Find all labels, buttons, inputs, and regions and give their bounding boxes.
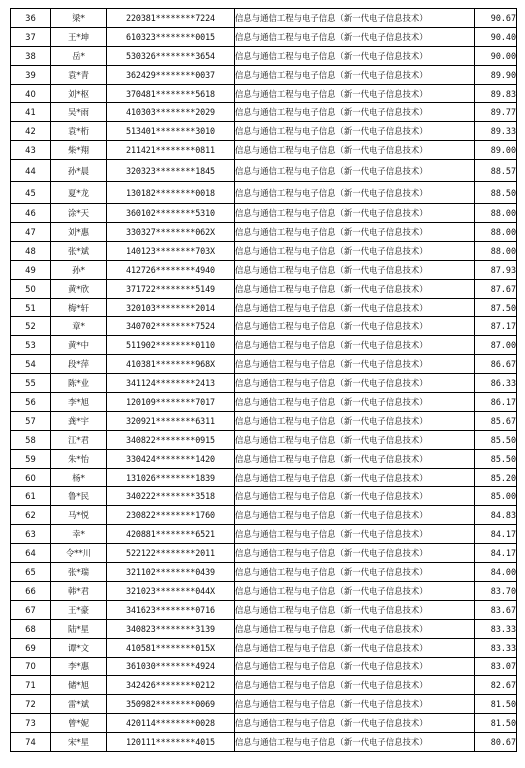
table-row	[11, 619, 517, 638]
student-name: 储*旭	[51, 676, 107, 695]
score-value: 85.20	[475, 468, 517, 487]
table-row	[11, 581, 517, 600]
major-name: 信息与通信工程与电子信息（新一代电子信息技术）	[235, 638, 475, 657]
row-index: 74	[11, 733, 51, 752]
score-value: 84.83	[475, 506, 517, 525]
row-index: 46	[11, 204, 51, 223]
score-value: 85.00	[475, 487, 517, 506]
id-number: 340222********3518	[107, 487, 235, 506]
table-row	[11, 544, 517, 563]
id-number: 140123********703X	[107, 241, 235, 260]
score-value: 84.17	[475, 525, 517, 544]
row-index: 41	[11, 103, 51, 122]
id-number: 410303********2029	[107, 103, 235, 122]
id-number: 230822********1760	[107, 506, 235, 525]
row-index: 61	[11, 487, 51, 506]
major-name: 信息与通信工程与电子信息（新一代电子信息技术）	[235, 525, 475, 544]
score-value: 86.67	[475, 355, 517, 374]
table-row	[11, 182, 517, 204]
row-index: 43	[11, 141, 51, 160]
row-index: 47	[11, 223, 51, 242]
id-number: 340702********7524	[107, 317, 235, 336]
score-value: 83.07	[475, 657, 517, 676]
row-index: 62	[11, 506, 51, 525]
id-number: 120111********4015	[107, 733, 235, 752]
row-index: 66	[11, 581, 51, 600]
id-number: 412726********4940	[107, 260, 235, 279]
id-number: 130182********0018	[107, 182, 235, 204]
major-name: 信息与通信工程与电子信息（新一代电子信息技术）	[235, 449, 475, 468]
major-name: 信息与通信工程与电子信息（新一代电子信息技术）	[235, 336, 475, 355]
major-name: 信息与通信工程与电子信息（新一代电子信息技术）	[235, 487, 475, 506]
student-name: 李*旭	[51, 393, 107, 412]
id-number: 420881********6521	[107, 525, 235, 544]
row-index: 45	[11, 182, 51, 204]
table-row	[11, 260, 517, 279]
student-name: 孙*晨	[51, 160, 107, 182]
table-row	[11, 733, 517, 752]
major-name: 信息与通信工程与电子信息（新一代电子信息技术）	[235, 563, 475, 582]
table-row	[11, 676, 517, 695]
student-name: 岳*	[51, 46, 107, 65]
major-name: 信息与通信工程与电子信息（新一代电子信息技术）	[235, 141, 475, 160]
row-index: 54	[11, 355, 51, 374]
major-name: 信息与通信工程与电子信息（新一代电子信息技术）	[235, 122, 475, 141]
student-name: 江*君	[51, 430, 107, 449]
score-value: 80.67	[475, 733, 517, 752]
major-name: 信息与通信工程与电子信息（新一代电子信息技术）	[235, 298, 475, 317]
id-number: 320323********1845	[107, 160, 235, 182]
student-name: 幸*	[51, 525, 107, 544]
id-number: 410381********968X	[107, 355, 235, 374]
table-row	[11, 103, 517, 122]
score-value: 81.50	[475, 714, 517, 733]
table-row	[11, 563, 517, 582]
id-number: 370481********5618	[107, 84, 235, 103]
id-number: 340823********3139	[107, 619, 235, 638]
id-number: 330424********1420	[107, 449, 235, 468]
score-value: 83.67	[475, 600, 517, 619]
major-name: 信息与通信工程与电子信息（新一代电子信息技术）	[235, 600, 475, 619]
major-name: 信息与通信工程与电子信息（新一代电子信息技术）	[235, 393, 475, 412]
student-name: 刘*枢	[51, 84, 107, 103]
score-value: 87.67	[475, 279, 517, 298]
major-name: 信息与通信工程与电子信息（新一代电子信息技术）	[235, 676, 475, 695]
score-value: 86.33	[475, 374, 517, 393]
id-number: 330327********062X	[107, 223, 235, 242]
score-value: 89.33	[475, 122, 517, 141]
score-value: 87.50	[475, 298, 517, 317]
score-value: 83.70	[475, 581, 517, 600]
major-name: 信息与通信工程与电子信息（新一代电子信息技术）	[235, 506, 475, 525]
table-row	[11, 393, 517, 412]
id-number: 341623********0716	[107, 600, 235, 619]
student-name: 张*瑞	[51, 563, 107, 582]
table-row	[11, 468, 517, 487]
major-name: 信息与通信工程与电子信息（新一代电子信息技术）	[235, 619, 475, 638]
table-row	[11, 600, 517, 619]
row-index: 37	[11, 27, 51, 46]
score-value: 89.77	[475, 103, 517, 122]
student-name: 梁*	[51, 9, 107, 28]
major-name: 信息与通信工程与电子信息（新一代电子信息技术）	[235, 733, 475, 752]
row-index: 42	[11, 122, 51, 141]
id-number: 371722********5149	[107, 279, 235, 298]
score-value: 90.67	[475, 9, 517, 28]
student-name: 陈*业	[51, 374, 107, 393]
score-value: 88.50	[475, 182, 517, 204]
student-name: 章*	[51, 317, 107, 336]
score-value: 83.33	[475, 638, 517, 657]
table-row	[11, 638, 517, 657]
table-row	[11, 355, 517, 374]
student-name: 黄*中	[51, 336, 107, 355]
table-row	[11, 430, 517, 449]
id-number: 410581********015X	[107, 638, 235, 657]
row-index: 39	[11, 65, 51, 84]
student-name: 梅*轩	[51, 298, 107, 317]
score-value: 87.00	[475, 336, 517, 355]
id-number: 610323********0015	[107, 27, 235, 46]
major-name: 信息与通信工程与电子信息（新一代电子信息技术）	[235, 160, 475, 182]
major-name: 信息与通信工程与电子信息（新一代电子信息技术）	[235, 374, 475, 393]
major-name: 信息与通信工程与电子信息（新一代电子信息技术）	[235, 657, 475, 676]
row-index: 63	[11, 525, 51, 544]
table-row	[11, 160, 517, 182]
row-index: 36	[11, 9, 51, 28]
table-row	[11, 411, 517, 430]
score-value: 87.93	[475, 260, 517, 279]
score-value: 85.67	[475, 411, 517, 430]
id-number: 320103********2014	[107, 298, 235, 317]
id-number: 320921********6311	[107, 411, 235, 430]
major-name: 信息与通信工程与电子信息（新一代电子信息技术）	[235, 260, 475, 279]
student-name: 张*斌	[51, 241, 107, 260]
row-index: 73	[11, 714, 51, 733]
table-row	[11, 204, 517, 223]
row-index: 57	[11, 411, 51, 430]
id-number: 131026********1839	[107, 468, 235, 487]
major-name: 信息与通信工程与电子信息（新一代电子信息技术）	[235, 65, 475, 84]
major-name: 信息与通信工程与电子信息（新一代电子信息技术）	[235, 46, 475, 65]
row-index: 44	[11, 160, 51, 182]
score-value: 86.17	[475, 393, 517, 412]
table-row	[11, 122, 517, 141]
score-value: 87.17	[475, 317, 517, 336]
student-name: 柴*翔	[51, 141, 107, 160]
student-name: 马*悦	[51, 506, 107, 525]
score-value: 89.83	[475, 84, 517, 103]
table-row	[11, 449, 517, 468]
table-row	[11, 317, 517, 336]
row-index: 71	[11, 676, 51, 695]
table-row	[11, 84, 517, 103]
table-body	[11, 9, 517, 752]
student-name: 龚*宇	[51, 411, 107, 430]
score-value: 82.67	[475, 676, 517, 695]
major-name: 信息与通信工程与电子信息（新一代电子信息技术）	[235, 430, 475, 449]
table-row	[11, 298, 517, 317]
table-row	[11, 223, 517, 242]
student-name: 吴*雨	[51, 103, 107, 122]
major-name: 信息与通信工程与电子信息（新一代电子信息技术）	[235, 695, 475, 714]
row-index: 70	[11, 657, 51, 676]
student-name: 韩*君	[51, 581, 107, 600]
table-row	[11, 657, 517, 676]
id-number: 340822********0915	[107, 430, 235, 449]
major-name: 信息与通信工程与电子信息（新一代电子信息技术）	[235, 9, 475, 28]
id-number: 350982********0069	[107, 695, 235, 714]
row-index: 51	[11, 298, 51, 317]
row-index: 56	[11, 393, 51, 412]
row-index: 53	[11, 336, 51, 355]
id-number: 360102********5310	[107, 204, 235, 223]
row-index: 38	[11, 46, 51, 65]
id-number: 341124********2413	[107, 374, 235, 393]
score-value: 89.00	[475, 141, 517, 160]
id-number: 522122********2011	[107, 544, 235, 563]
table-row	[11, 9, 517, 28]
score-value: 81.50	[475, 695, 517, 714]
score-value: 89.90	[475, 65, 517, 84]
score-value: 90.00	[475, 46, 517, 65]
score-value: 84.00	[475, 563, 517, 582]
id-number: 220381********7224	[107, 9, 235, 28]
score-value: 83.33	[475, 619, 517, 638]
major-name: 信息与通信工程与电子信息（新一代电子信息技术）	[235, 317, 475, 336]
student-name: 王*豪	[51, 600, 107, 619]
row-index: 65	[11, 563, 51, 582]
student-name: 涂*天	[51, 204, 107, 223]
student-name: 宋*星	[51, 733, 107, 752]
score-table	[10, 8, 517, 752]
table-row	[11, 374, 517, 393]
major-name: 信息与通信工程与电子信息（新一代电子信息技术）	[235, 714, 475, 733]
student-name: 李*惠	[51, 657, 107, 676]
student-name: 谭*文	[51, 638, 107, 657]
table-row	[11, 525, 517, 544]
table-row	[11, 487, 517, 506]
student-name: 夏*龙	[51, 182, 107, 204]
id-number: 361030********4924	[107, 657, 235, 676]
major-name: 信息与通信工程与电子信息（新一代电子信息技术）	[235, 204, 475, 223]
major-name: 信息与通信工程与电子信息（新一代电子信息技术）	[235, 27, 475, 46]
student-name: 朱*怡	[51, 449, 107, 468]
score-value: 85.50	[475, 449, 517, 468]
id-number: 321023********044X	[107, 581, 235, 600]
student-name: 令**川	[51, 544, 107, 563]
major-name: 信息与通信工程与电子信息（新一代电子信息技术）	[235, 468, 475, 487]
student-name: 杨*	[51, 468, 107, 487]
id-number: 342426********0212	[107, 676, 235, 695]
student-name: 袁*青	[51, 65, 107, 84]
row-index: 40	[11, 84, 51, 103]
major-name: 信息与通信工程与电子信息（新一代电子信息技术）	[235, 84, 475, 103]
table-row	[11, 27, 517, 46]
student-name: 段*萍	[51, 355, 107, 374]
id-number: 321102********0439	[107, 563, 235, 582]
row-index: 60	[11, 468, 51, 487]
major-name: 信息与通信工程与电子信息（新一代电子信息技术）	[235, 223, 475, 242]
major-name: 信息与通信工程与电子信息（新一代电子信息技术）	[235, 544, 475, 563]
row-index: 55	[11, 374, 51, 393]
table-row	[11, 336, 517, 355]
row-index: 59	[11, 449, 51, 468]
id-number: 513401********3010	[107, 122, 235, 141]
student-name: 刘*惠	[51, 223, 107, 242]
student-name: 黄*欣	[51, 279, 107, 298]
row-index: 58	[11, 430, 51, 449]
table-row	[11, 714, 517, 733]
row-index: 49	[11, 260, 51, 279]
row-index: 48	[11, 241, 51, 260]
id-number: 362429********0037	[107, 65, 235, 84]
student-name: 曾*妮	[51, 714, 107, 733]
table-row	[11, 141, 517, 160]
score-value: 88.00	[475, 241, 517, 260]
major-name: 信息与通信工程与电子信息（新一代电子信息技术）	[235, 411, 475, 430]
student-name: 王*坤	[51, 27, 107, 46]
table-row	[11, 46, 517, 65]
id-number: 120109********7017	[107, 393, 235, 412]
student-name: 雷*斌	[51, 695, 107, 714]
student-name: 袁*桁	[51, 122, 107, 141]
table-row	[11, 695, 517, 714]
table-row	[11, 279, 517, 298]
id-number: 420114********0028	[107, 714, 235, 733]
major-name: 信息与通信工程与电子信息（新一代电子信息技术）	[235, 241, 475, 260]
major-name: 信息与通信工程与电子信息（新一代电子信息技术）	[235, 279, 475, 298]
row-index: 69	[11, 638, 51, 657]
major-name: 信息与通信工程与电子信息（新一代电子信息技术）	[235, 103, 475, 122]
major-name: 信息与通信工程与电子信息（新一代电子信息技术）	[235, 182, 475, 204]
major-name: 信息与通信工程与电子信息（新一代电子信息技术）	[235, 581, 475, 600]
row-index: 67	[11, 600, 51, 619]
score-value: 90.40	[475, 27, 517, 46]
student-name: 陆*星	[51, 619, 107, 638]
student-name: 鲁*民	[51, 487, 107, 506]
score-value: 88.00	[475, 223, 517, 242]
table-row	[11, 65, 517, 84]
id-number: 511902********0110	[107, 336, 235, 355]
row-index: 72	[11, 695, 51, 714]
table-row	[11, 506, 517, 525]
row-index: 64	[11, 544, 51, 563]
major-name: 信息与通信工程与电子信息（新一代电子信息技术）	[235, 355, 475, 374]
row-index: 50	[11, 279, 51, 298]
table-row	[11, 241, 517, 260]
id-number: 530326********3654	[107, 46, 235, 65]
row-index: 68	[11, 619, 51, 638]
id-number: 211421********0811	[107, 141, 235, 160]
row-index: 52	[11, 317, 51, 336]
score-value: 84.17	[475, 544, 517, 563]
score-value: 88.57	[475, 160, 517, 182]
score-value: 88.00	[475, 204, 517, 223]
score-value: 85.50	[475, 430, 517, 449]
student-name: 孙*	[51, 260, 107, 279]
